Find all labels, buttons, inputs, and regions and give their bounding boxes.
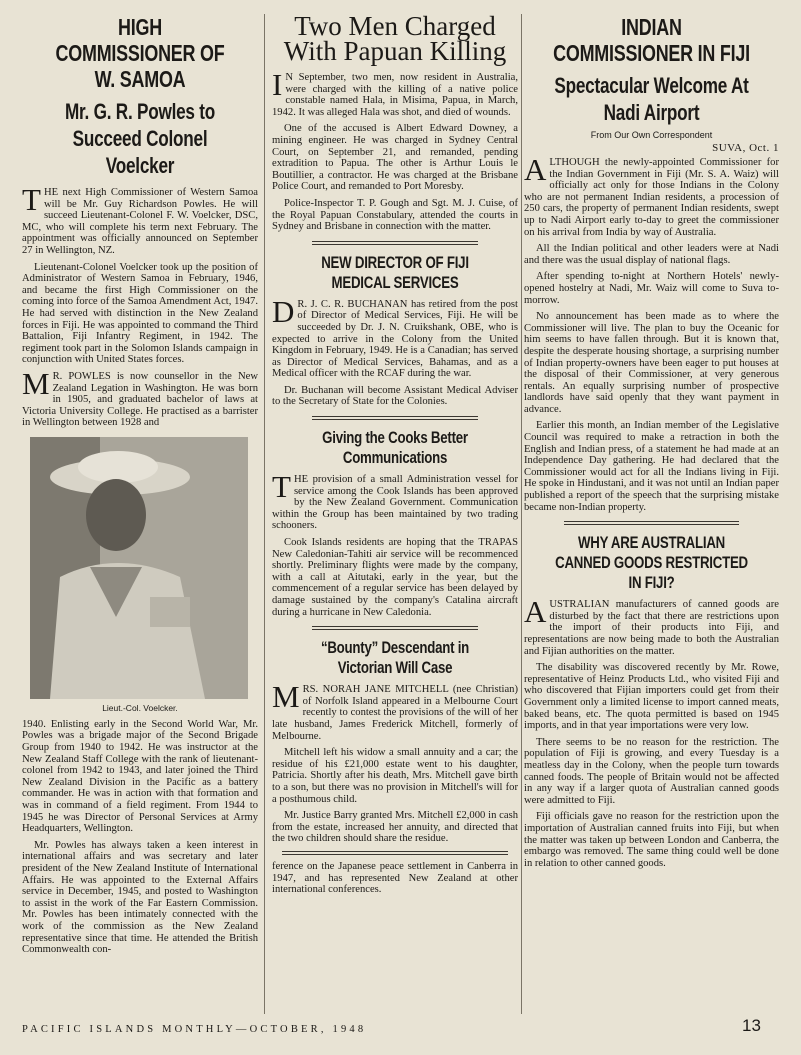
column-right <box>524 14 779 874</box>
portrait-photo <box>30 437 248 699</box>
headline-samoa: HIGH COMMISSIONER OF W. SAMOA <box>55 14 225 92</box>
article-paragraph: THE next High Commissioner of Western Samoa will be Mr. Guy Richardson Powles. He will succeed Lieutenant-Colonel F. W. Voelcker, DSC, MC, who will complete his term next February. The appointment was officially announced on September 27 in Wellington, NZ. <box>22 182 258 256</box>
headline-papuan: Two Men Charged With Papuan Killing <box>283 11 507 66</box>
section-rule <box>282 851 508 855</box>
drop-cap: M <box>22 365 50 401</box>
headline-fiji-medical: NEW DIRECTOR OF FIJI MEDICAL SERVICES <box>321 252 469 292</box>
article-paragraph: Fiji officials gave no reason for the restriction upon the importation of Australian canned fruits into Fiji, but when the matter was taken up between London and Canberra, the embargo was removed. The same thing could well be done in relation to other canned goods. <box>524 811 779 869</box>
subhead-samoa: Mr. G. R. Powles to Succeed Colonel Voelcker <box>64 99 216 178</box>
column-left <box>22 14 258 961</box>
drop-cap: I <box>272 67 283 102</box>
article-paragraph: No announcement has been made as to where the Commissioner will live. The plan to buy the Oceanic for him seems to have fallen through. But it is known that, despite the desperate housing shortage, a surprising number of Indian property-owners have been eager to put houses at the disposal of their Commissioner, at very generous rentals. An equally surprising number of prospective landlords have said openly that they want payment in advance. <box>524 311 779 415</box>
column-divider <box>264 14 265 1014</box>
article-paragraph: Earlier this month, an Indian member of the Legislative Council was required to make a retraction in both the English and Indian press, of a statement he had made at an Independence Day gathering. He had declared that the Commissioner would act for all the Indians living in Fiji. He spoke in Hindustani, and it was not until an Indian paper published a report of the speech that the surprising mistake became non-Indian property. <box>524 420 779 513</box>
drop-cap: T <box>22 182 41 217</box>
article-paragraph: MRS. NORAH JANE MITCHELL (nee Christian) of Norfolk Island appeared in a Melbourne Court recently to contest the provisions of the will of her late husband, James Frederick Mitchell, formerly of Melbourne. <box>272 679 518 742</box>
article-paragraph: Cook Islands residents are hoping that the TRAPAS New Caledonian-Tahiti air service will be recommenced shortly. Preliminary flights were made by the company, with a call at Aitutaki, early in the year, but the commencement of a regular service has been delayed by damage sustained by the company's Catalina aircraft during a hurricane in New Caledonia. <box>272 537 518 618</box>
drop-cap: A <box>524 152 547 187</box>
drop-cap: D <box>272 293 295 329</box>
headline-cooks: Giving the Cooks Better Communications <box>322 428 468 468</box>
article-paragraph: After spending to-night at Northern Hotels' newly-opened hostelry at Nadi, Mr. Waiz will come to Suva to-morrow. <box>524 271 779 306</box>
article-continuation: ference on the Japanese peace settlement in Canberra in 1947, and has represented New Zealand at other international conferences. <box>272 860 518 896</box>
column-middle <box>272 11 518 901</box>
article-paragraph: 1940. Enlisting early in the Second World War, Mr. Powles was a brigade major of the Second Brigade Group from 1940 to 1942. He was instructor at the New Zealand Staff College with the rank of lieutenant-colonel from 1942 to 1943, and later joined the Third New Zealand Division in the Pacific as a battery commander. He was in action with that formation and was in command of a field regiment. From 1944 to 1945 he was Director of Personal Services at Army Headquarters, Wellington. <box>22 718 258 835</box>
article-paragraph: Dr. Buchanan will become Assistant Medical Adviser to the Secretary of State for the Colonies. <box>272 384 518 408</box>
drop-cap: T <box>272 469 291 505</box>
drop-cap: M <box>272 679 300 715</box>
drop-cap: A <box>524 594 547 630</box>
byline: From Our Own Correspondent <box>590 130 713 140</box>
section-rule <box>312 416 478 420</box>
article-paragraph: Police-Inspector T. P. Gough and Sgt. M. J. Cuise, of the Royal Papuan Constabulary, attended the courts in Sydney and Brisbane in connection with the matter. <box>272 197 518 233</box>
section-rule <box>312 241 478 245</box>
article-paragraph: THE provision of a small Administration vessel for service among the Cook Islands has been approved by the New Zealand Government. Communication within the Group has been maintained by two trading schooners. <box>272 469 518 532</box>
article-paragraph: M R. POWLES is now counsellor in the New Zealand Legation in Washington. He was born in 1905, and graduated bachelor of laws at Victoria University College. He practised as a barrister in Wellington between 1928 and <box>22 365 258 429</box>
article-paragraph: The disability was discovered recently by Mr. Rowe, representative of Heinz Products Ltd., who visited Fiji and who discovered that Fijian importers could get from their Government only a limited license to import canned meats, baked beans, etc. The quota permitted is based on 1945 imports, and in that year importations were very low. <box>524 662 779 732</box>
section-rule <box>312 626 478 630</box>
dateline: SUVA, Oct. 1 <box>712 142 779 154</box>
portrait-photo-image <box>30 437 248 699</box>
subhead-nadi: Spectacular Welcome At Nadi Airport <box>554 73 749 125</box>
footer-masthead: PACIFIC ISLANDS MONTHLY—OCTOBER, 1948 <box>22 1024 367 1035</box>
article-paragraph: All the Indian political and other leaders were at Nadi and there was the usual display of national flags. <box>524 243 779 266</box>
photo-caption: Lieut.-Col. Voelcker. <box>102 702 178 713</box>
headline-canned-goods: WHY ARE AUSTRALIAN CANNED GOODS RESTRICTED IN FIJI? <box>555 533 748 593</box>
page-number: 13 <box>742 1016 761 1035</box>
headline-indian-commissioner: INDIAN COMMISSIONER IN FIJI <box>553 14 750 66</box>
article-paragraph: I N September, two men, now resident in Australia, were charged with the killing of a native police constable named Hala, in Misima, Papua, in March, 1942. It was alleged Hala was shot, and died of wounds. <box>272 67 518 118</box>
article-paragraph: D R. J. C. R. BUCHANAN has retired from the post of Director of Medical Services, Fiji. He will be succeeded by Dr. J. N. Cruikshank, OBE, who is expected to arrive in the Colony from the United Kingdom in February, 1949. He is a Canadian; has served as Director of Medical Services, Bahamas, and as a Medical officer with the RCAF during the war. <box>272 293 518 380</box>
article-paragraph: ALTHOUGH the newly-appointed Commissioner for the Indian Government in Fiji (Mr. S. A. Waiz) will officially act only for those Indians in the Colony who are not permanent Indian residents, a procession of 250 cars, the property of permanent Indian residents, swept up to Nadi Airport early to-day to greet the commissioner on his arrival from India by way of Australia. <box>524 152 779 238</box>
column-divider <box>521 14 522 1014</box>
section-rule <box>564 521 739 525</box>
article-paragraph: One of the accused is Albert Edward Downey, a mining engineer. He was charged in Sydney Central Court, on September 21, and remanded, pending extradition to Papua. The other is Arthur Louis le Boutillier, a contractor. He was charged at the Brisbane Police Court, and remanded to Port Moresby. <box>272 123 518 193</box>
article-paragraph: Mr. Justice Barry granted Mrs. Mitchell £2,000 in cash from the estate, increased her annuity, and directed that the two children should share the residue. <box>272 810 518 845</box>
headline-bounty: “Bounty” Descendant in Victorian Will Case <box>320 638 470 678</box>
article-paragraph: Mr. Powles has always taken a keen interest in international affairs and was secretary and later president of the New Zealand Institute of International Affairs. He was appointed to the External Affairs service in December, 1945, and posted to Washington to assist in the work of the Far Eastern Commission. Mr. Powles has been intimately connected with the work of the commission as the New Zealand representative since that time. He attended the British Commonwealth con- <box>22 839 258 956</box>
article-paragraph: Lieutenant-Colonel Voelcker took up the position of Administrator of Western Samoa in February, 1946, and became the first High Commissioner on the coming into force of the Samoa Amendment Act, 1947. He had served with distinction in the New Zealand forces in Fiji. He was appointed to command the Third Battalion, Fiji Infantry Regiment, in 1942. The regiment took part in the Solomon Islands campaign in conjunction with United States forces. <box>22 261 258 366</box>
article-paragraph: Mitchell left his widow a small annuity and a car; the residue of his £21,000 estate went to his daughter, Patricia. Shortly after his death, Mrs. Mitchell gave birth to a son, but there was no provision in Mitchell's will for a posthumous child. <box>272 747 518 805</box>
article-paragraph: AUSTRALIAN manufacturers of canned goods are disturbed by the fact that there are restrictions upon the import of their products into Fiji, and representations are now being made to both the Australian and Fijian authorities on the matter. <box>524 594 779 657</box>
article-paragraph: There seems to be no reason for the restriction. The population of Fiji is growing, and every Tuesday is a meatless day in the Colony, when the people turn towards canned foods. The people of Britain would not be affected in any way if a larger quota of Australian canned goods were admitted to Fiji. <box>524 736 779 806</box>
